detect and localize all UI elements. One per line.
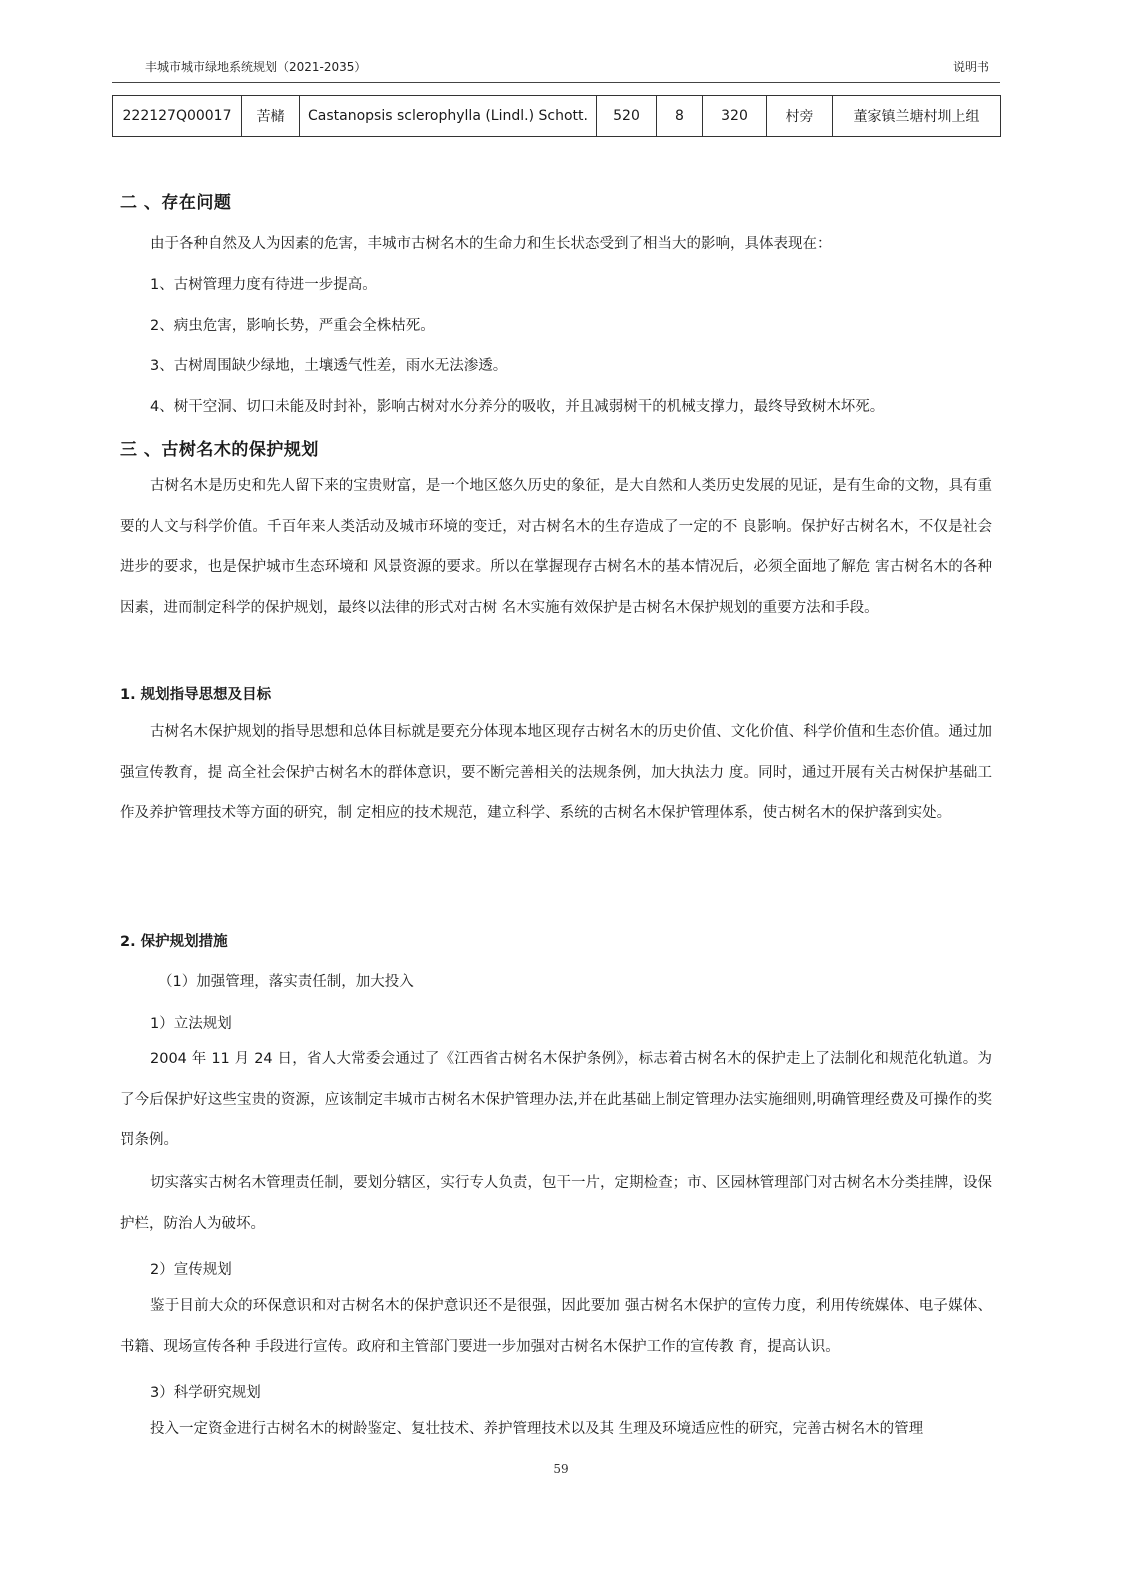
problem-item: 1、古树管理力度有待进一步提高。 <box>150 277 377 293</box>
legislation-heading: 1）立法规划 <box>150 1016 232 1032</box>
problem-item: 3、古树周围缺少绿地，土壤透气性差，雨水无法渗透。 <box>150 358 508 374</box>
paragraph-responsibility: 切实落实古树名木管理责任制，要划分辖区，实行专人负责，包干一片，定期检查；市、区园林管理部门对古树名木分类挂牌，设保护栏，防治人为破坏。 <box>120 1175 992 1232</box>
subheading-protection-measures: 2. 保护规划措施 <box>120 934 228 950</box>
section-heading-protection-plan: 三 、古树名木的保护规划 <box>120 440 319 460</box>
tree-value-cell: 8 <box>657 96 703 137</box>
paragraph-heritage-value: 古树名木是历史和先人留下来的宝贵财富，是一个地区悠久历史的象征，是大自然和人类历史发展的见证，是有生命的文物，具有重要的人文与科学价值。千百年来人类活动及城市环境的变迁，对古树名木的生存造成了一定的不 良影响。保护好古树名木，不仅是社会进步的要求，也是保护城市生态环境和 风景资源的要求。所以在掌握现存古树名木的基本情况后，必须全面地了解危 害古树名木的各种因素，进而制定科学的保护规划，最终以法律的形式对古树 名木实施有效保护是古树名木保护规划的重要方法和手段。 <box>120 478 992 616</box>
tree-address-cell: 董家镇兰塘村圳上组 <box>833 96 1001 137</box>
tree-value-cell: 520 <box>597 96 657 137</box>
section2-intro: 由于各种自然及人为因素的危害，丰城市古树名木的生命力和生长状态受到了相当大的影响，具体表现在： <box>150 236 832 252</box>
measure-heading: （1）加强管理，落实责任制，加大投入 <box>158 974 414 990</box>
tree-value-cell: 320 <box>703 96 767 137</box>
paragraph-guiding-principles: 古树名木保护规划的指导思想和总体目标就是要充分体现本地区现存古树名木的历史价值、文化价值、科学价值和生态价值。通过加强宣传教育，提 高全社会保护古树名木的群体意识，要不断完善相关的法规条例，加大执法力 度。同时，通过开展有关古树保护基础工作及养护管理技术等方面的研究，制 定相应的技术规范，建立科学、系统的古树名木保护管理体系，使古树名木的保护落到实处。 <box>120 724 992 821</box>
header-doc-title: 丰城市城市绿地系统规划（2021-2035） <box>145 60 367 74</box>
tree-latin-name-cell: Castanopsis sclerophylla (Lindl.) Schott. <box>300 96 597 137</box>
table-row <box>113 96 1001 137</box>
header-doc-section: 说明书 <box>952 60 989 74</box>
tree-location-type-cell: 村旁 <box>767 96 833 137</box>
research-heading: 3）科学研究规划 <box>150 1385 261 1401</box>
page-number: 59 <box>553 1462 569 1476</box>
section-heading-existing-problems: 二 、存在问题 <box>120 193 232 213</box>
header-divider <box>112 82 1000 83</box>
paragraph-research: 投入一定资金进行古树名木的树龄鉴定、复壮技术、养护管理技术以及其 生理及环境适应性的研究，完善古树名木的管理 <box>150 1421 924 1437</box>
problem-item: 2、病虫危害，影响长势，严重会全株枯死。 <box>150 318 435 334</box>
paragraph-promotion: 鉴于目前大众的环保意识和对古树名木的保护意识还不是很强，因此要加 强古树名木保护的宣传力度，利用传统媒体、电子媒体、书籍、现场宣传各种 手段进行宣传。政府和主管部门要进一步加强对古树名木保护工作的宣传教 育，提高认识。 <box>120 1298 992 1355</box>
tree-id-cell: 222127Q00017 <box>113 96 242 137</box>
paragraph-legislation: 2004 年 11 月 24 日，省人大常委会通过了《江西省古树名木保护条例》，标志着古树名木的保护走上了法制化和规范化轨道。为了今后保护好这些宝贵的资源，应该制定丰城市古树名木保护管理办法,并在此基础上制定管理办法实施细则,明确管理经费及可操作的奖罚条例。 <box>120 1051 992 1148</box>
problem-item: 4、树干空洞、切口未能及时封补，影响古树对水分养分的吸收，并且减弱树干的机械支撑力，最终导致树木坏死。 <box>150 399 885 415</box>
tree-common-name-cell: 苦槠 <box>242 96 300 137</box>
promotion-heading: 2）宣传规划 <box>150 1262 232 1278</box>
subheading-guiding-principles: 1. 规划指导思想及目标 <box>120 687 272 703</box>
ancient-tree-table <box>112 95 1001 137</box>
